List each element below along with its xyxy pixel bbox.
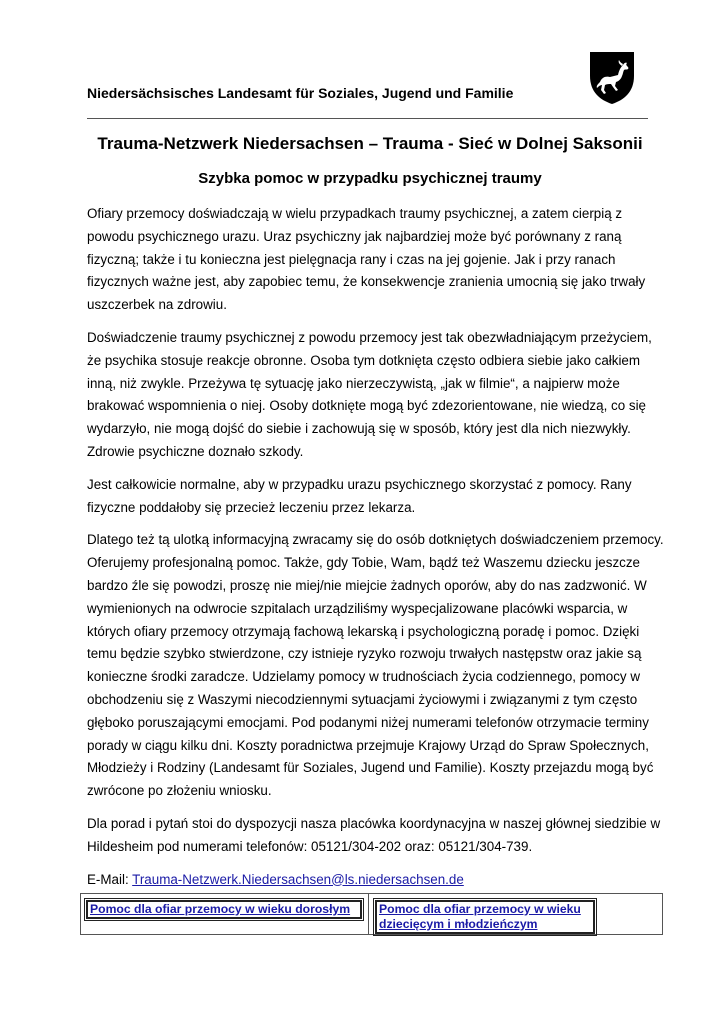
paragraph-3: Jest całkowicie normalne, aby w przypadku urazu psychicznego skorzystać z pomocy. Rany fizyczne poddałoby się przecież leczeniu przez lekarza. xyxy=(87,476,632,515)
links-table-cell-adults xyxy=(81,894,369,934)
lower-saxony-horse-crest-icon xyxy=(588,50,636,106)
paragraph-5: Dla porad i pytań stoi do dyspozycji nasza placówka koordynacyjna w naszej głównej siedzibie w Hildesheim pod numerami telefonów: 05121/304-202 oraz: 05121/304-739. xyxy=(87,815,661,854)
email-link[interactable]: Trauma-Netzwerk.Niedersachsen@ls.niedersachsen.de xyxy=(132,871,464,887)
paragraph-4: Dlatego też tą ulotką informacyjną zwracamy się do osób dotkniętych doświadczeniem przemocy. Oferujemy profesjonalną pomoc. Także, gdy Tobie, Wam, bądź też Waszemu dziecku jeszcze bardzo źle się powodzi, proszę nie miej/nie miejcie żadnych oporów, aby do nas zadzwonić. W wymienionych na odwrocie szpitalach urządziliśmy wyspecjalizowane placówki wsparcia, w których ofiary przemocy otrzymają fachową lekarską i psychologiczną poradę i pomoc. Dzięki temu będzie szybko stwierdzone, czy istnieje ryzyko rozwoju trwałych następstw oraz jakie są konieczne środki zaradcze. Udzielamy pomocy w trudnościach życia codziennego, pomocy w obchodzeniu się z Waszymi niecodziennymi sytuacjami życiowymi i związanymi z tym często głęboko poruszającymi emocjami. Pod podanymi niżej numerami telefonów otrzymacie terminy porady w ciągu kilku dni. Koszty poradnictwa przejmuje Krajowy Urząd do Spraw Społecznych, Młodzieży i Rodziny (Landesamt für Soziales, Jugend und Familie). Koszty przejazdu mogą być zwrócone po złożeniu wniosku. xyxy=(87,532,664,799)
page-title: Trauma-Netzwerk Niedersachsen – Trauma - Sieć w Dolnej Saksonii xyxy=(97,134,643,153)
body-text xyxy=(87,203,667,901)
paragraph-2: Doświadczenie traumy psychicznej z powodu przemocy jest tak obezwładniającym przeżyciem, że psychika stosuje reakcje obronne. Osoba tym dotknięta często odbiera siebie jako całkiem inną, niż zwykle. Przeżywa tę sytuację jako nierzeczywistą, „jak w filmie“, a najpierw może brakować wspomnienia o niej. Osoby dotknięte mogą być zdezorientowane, nie wiedzą, co się wydarzyło, nie mogą dojść do siebie i zachowują się w sposób, który jest dla nich niezwykły. Zdrowie psychiczne doznało szkody. xyxy=(87,329,652,459)
organization-name: Niedersächsisches Landesamt für Soziales, Jugend und Familie xyxy=(87,85,514,101)
page-subtitle: Szybka pomoc w przypadku psychicznej traumy xyxy=(198,170,542,187)
header-divider xyxy=(87,118,648,119)
email-line xyxy=(87,869,667,892)
children-help-link[interactable]: Pomoc dla ofiar przemocy w wieku dziecięcym i młodzieńczym xyxy=(375,900,595,934)
paragraph-1: Ofiary przemocy doświadczają w wielu przypadkach traumy psychicznej, a zatem cierpią z powodu psychicznego urazu. Uraz psychiczny jak najbardziej może być porównany z raną fizyczną; także i tu konieczna jest pielęgnacja rany i czas na jej gojenie. Jak i przy ranach fizycznych ważne jest, aby zapobiec temu, że konsekwencje zranienia umocnią się jako trwały uszczerbek na zdrowiu. xyxy=(87,206,646,313)
links-table xyxy=(80,893,663,935)
email-label: E-Mail: xyxy=(87,871,133,887)
links-table-cell-children xyxy=(369,894,662,934)
adults-help-link[interactable]: Pomoc dla ofiar przemocy w wieku dorosłym xyxy=(86,900,362,919)
